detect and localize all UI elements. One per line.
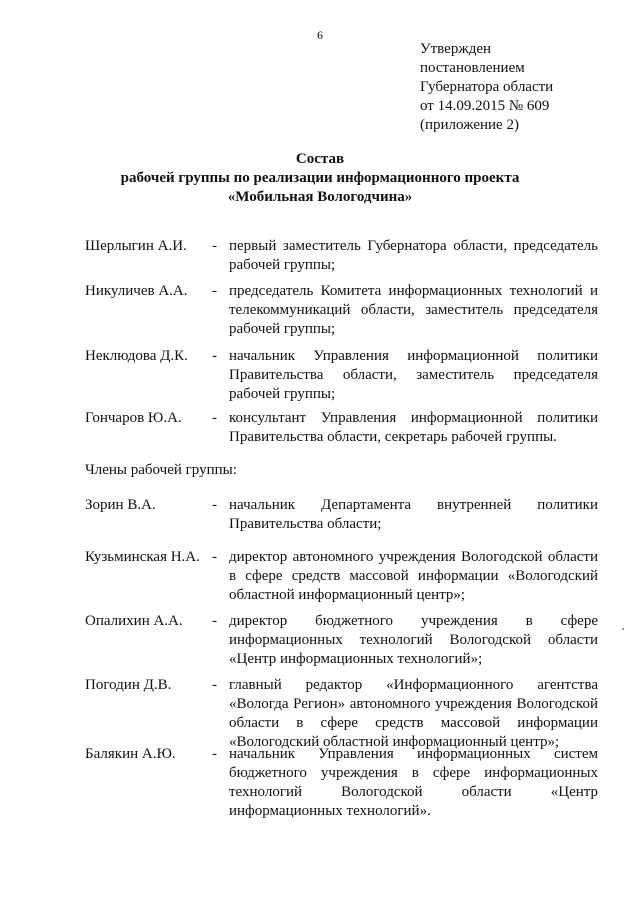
dash: - — [212, 348, 217, 364]
person-role: консультант Управления информационной политики Правительства области, секретарь рабочей группы. — [229, 410, 598, 445]
person-name: Никуличев А.А. — [85, 283, 188, 299]
person-name: Зорин В.А. — [85, 497, 156, 513]
scan-mark — [622, 628, 624, 630]
title-line: рабочей группы по реализации информационного проекта — [120, 170, 520, 186]
person-role: председатель Комитета информационных технологий и телекоммуникаций области, заместитель председателя рабочей группы; — [229, 283, 598, 337]
document-title — [0, 150, 640, 207]
person-role: директор автономного учреждения Вологодской области в сфере средств массовой информации «Вологодский областной информационный центр»; — [229, 549, 598, 603]
dash: - — [212, 283, 217, 299]
dash: - — [212, 497, 217, 513]
dash: - — [212, 410, 217, 426]
person-role: начальник Департамента внутренней политики Правительства области; — [229, 497, 598, 532]
person-role: начальник Управления информационной политики Правительства области, заместитель председателя рабочей группы; — [229, 348, 598, 402]
person-role: первый заместитель Губернатора области, председатель рабочей группы; — [229, 238, 598, 273]
person-name: Кузьминская Н.А. — [85, 549, 200, 565]
person-name: Гончаров Ю.А. — [85, 410, 182, 426]
approval-line: (приложение 2) — [420, 117, 519, 133]
approval-line: постановлением — [420, 60, 525, 76]
person-name: Погодин Д.В. — [85, 677, 172, 693]
person-role: главный редактор «Информационного агентства «Вологда Регион» автономного учреждения Вологодской области в сфере средств массовой информации «Вологодский областной информационный центр»; — [229, 677, 598, 750]
title-line: Состав — [295, 151, 345, 167]
dash: - — [212, 238, 217, 254]
person-name: Балякин А.Ю. — [85, 746, 176, 762]
dash: - — [212, 613, 217, 629]
dash: - — [212, 746, 217, 762]
approval-line: от 14.09.2015 № 609 — [420, 98, 550, 114]
person-name: Опалихин А.А. — [85, 613, 183, 629]
dash: - — [212, 677, 217, 693]
person-role: начальник Управления информационных систем бюджетного учреждения в сфере информационных технологий Вологодской области «Центр информационных технологий». — [229, 746, 598, 819]
approval-block — [420, 40, 620, 135]
person-name: Неклюдова Д.К. — [85, 348, 188, 364]
title-line: «Мобильная Вологодчина» — [227, 189, 413, 205]
dash: - — [212, 549, 217, 565]
members-heading: Члены рабочей группы: — [85, 462, 237, 478]
approval-line: Утвержден — [420, 41, 492, 57]
person-role: директор бюджетного учреждения в сфере информационных технологий Вологодской области «Центр информационных технологий»; — [229, 613, 598, 667]
person-name: Шерлыгин А.И. — [85, 238, 187, 254]
page-number: 6 — [317, 28, 323, 42]
approval-line: Губернатора области — [420, 79, 554, 95]
